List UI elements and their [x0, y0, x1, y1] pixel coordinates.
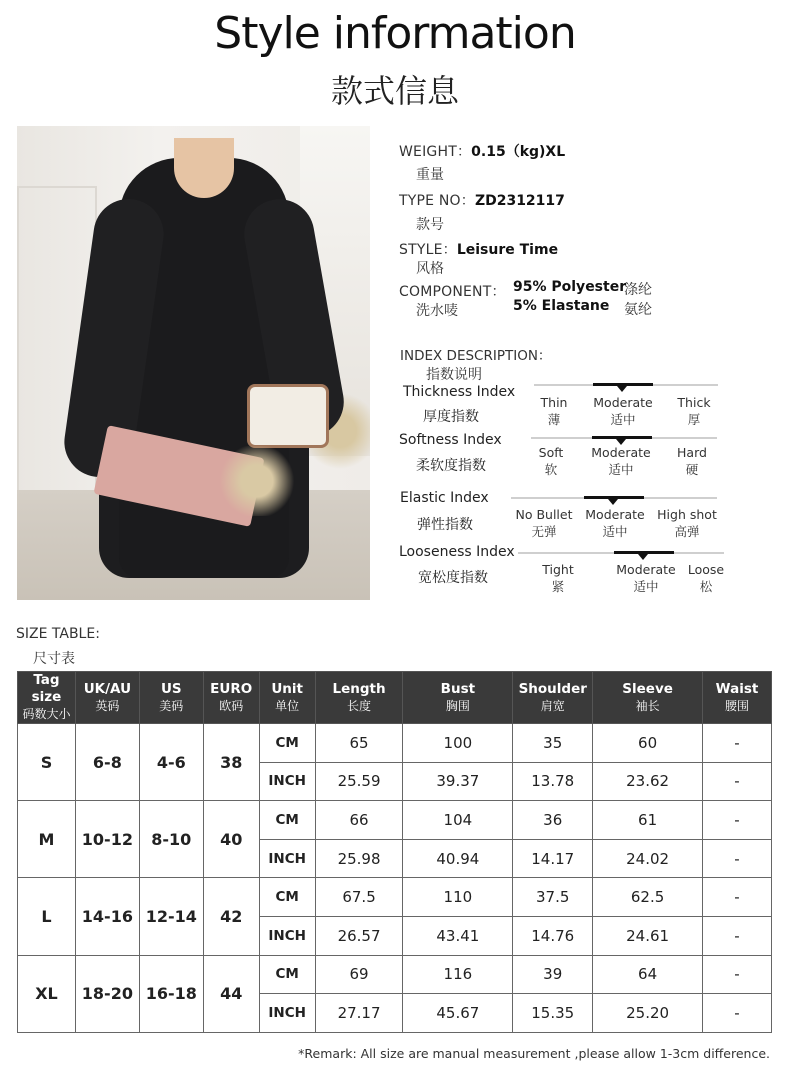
size-table	[17, 671, 772, 1033]
size-tag: XL	[18, 955, 76, 1032]
elastic-opt-3: High shot 高弹	[657, 507, 717, 539]
cell-sleeve: 61	[593, 801, 703, 840]
size-us: 4-6	[139, 724, 203, 801]
cell-bust: 116	[403, 955, 513, 994]
table-row	[18, 724, 772, 763]
header-tag-size: Tag size 码数大小	[18, 672, 76, 724]
header-euro: EURO 欧码	[203, 672, 259, 724]
cell-shoulder: 14.17	[513, 839, 593, 878]
cell-bust: 110	[403, 878, 513, 917]
unit-inch: INCH	[259, 916, 315, 955]
looseness-marker-icon	[638, 554, 648, 560]
cell-bust: 104	[403, 801, 513, 840]
size-euro: 44	[203, 955, 259, 1032]
cell-bust: 43.41	[403, 916, 513, 955]
header-bust: Bust 胸围	[403, 672, 513, 724]
table-row	[18, 955, 772, 994]
softness-opt-2: Moderate 适中	[591, 445, 651, 477]
looseness-opt-3: Loose 松	[687, 562, 725, 594]
product-photo	[17, 126, 370, 600]
size-us: 8-10	[139, 801, 203, 878]
size-euro: 40	[203, 801, 259, 878]
size-tag: S	[18, 724, 76, 801]
index-title: INDEX DESCRIPTION：	[400, 348, 552, 364]
size-euro: 42	[203, 878, 259, 955]
unit-inch: INCH	[259, 994, 315, 1033]
index-title-cn: 指数说明	[426, 367, 482, 383]
size-table-label-cn: 尺寸表	[33, 651, 75, 667]
cell-shoulder: 37.5	[513, 878, 593, 917]
thickness-opt-3: Thick 厚	[677, 395, 711, 427]
softness-index-cn: 柔软度指数	[416, 458, 486, 474]
looseness-index-name: Looseness Index	[399, 544, 515, 560]
style-value: Leisure Time	[456, 242, 559, 258]
weight-value: 0.15（kg)XL	[471, 144, 566, 160]
softness-opt-1: Soft 软	[538, 445, 564, 477]
cell-sleeve: 25.20	[593, 994, 703, 1033]
table-row	[18, 878, 772, 917]
size-uk: 18-20	[75, 955, 139, 1032]
unit-inch: INCH	[259, 839, 315, 878]
size-tag: L	[18, 878, 76, 955]
component-label: COMPONENT：	[399, 284, 506, 300]
unit-cm: CM	[259, 955, 315, 994]
style-cn: 风格	[416, 261, 444, 277]
cell-length: 26.57	[315, 916, 403, 955]
size-euro: 38	[203, 724, 259, 801]
cell-waist: -	[703, 839, 772, 878]
cell-bust: 45.67	[403, 994, 513, 1033]
cell-length: 67.5	[315, 878, 403, 917]
size-table-header	[18, 672, 772, 724]
thickness-opt-1: Thin 薄	[540, 395, 568, 427]
cell-shoulder: 13.78	[513, 762, 593, 801]
weight-label: WEIGHT：	[399, 144, 472, 160]
component-2: 5% Elastane	[513, 298, 610, 314]
unit-cm: CM	[259, 801, 315, 840]
header-length: Length 长度	[315, 672, 403, 724]
elastic-index-name: Elastic Index	[400, 490, 489, 506]
header-us: US 美码	[139, 672, 203, 724]
cell-length: 25.98	[315, 839, 403, 878]
cell-bust: 40.94	[403, 839, 513, 878]
size-tag: M	[18, 801, 76, 878]
cell-length: 66	[315, 801, 403, 840]
table-row	[18, 801, 772, 840]
cell-sleeve: 64	[593, 955, 703, 994]
size-us: 16-18	[139, 955, 203, 1032]
cell-length: 69	[315, 955, 403, 994]
thickness-marker-icon	[617, 386, 627, 392]
cell-sleeve: 23.62	[593, 762, 703, 801]
cell-length: 65	[315, 724, 403, 763]
cell-bust: 39.37	[403, 762, 513, 801]
softness-index-name: Softness Index	[399, 432, 502, 448]
type-label: TYPE NO：	[399, 193, 475, 209]
component-1: 95% Polyester	[513, 279, 627, 295]
cell-shoulder: 35	[513, 724, 593, 763]
unit-inch: INCH	[259, 762, 315, 801]
thickness-index-cn: 厚度指数	[423, 409, 479, 425]
cell-waist: -	[703, 762, 772, 801]
page-title: Style information	[214, 8, 576, 59]
thickness-index-name: Thickness Index	[403, 384, 516, 400]
component-2-cn: 氨纶	[624, 302, 652, 318]
weight-cn: 重量	[416, 167, 444, 183]
size-us: 12-14	[139, 878, 203, 955]
cell-bust: 100	[403, 724, 513, 763]
header-sleeve: Sleeve 袖长	[593, 672, 703, 724]
looseness-index-cn: 宽松度指数	[418, 570, 488, 586]
cell-length: 27.17	[315, 994, 403, 1033]
header-waist: Waist 腰围	[703, 672, 772, 724]
header-shoulder: Shoulder 肩宽	[513, 672, 593, 724]
cell-shoulder: 15.35	[513, 994, 593, 1033]
cell-shoulder: 14.76	[513, 916, 593, 955]
component-cn: 洗水唛	[416, 303, 458, 319]
size-uk: 10-12	[75, 801, 139, 878]
style-label: STYLE：	[399, 242, 457, 258]
cell-waist: -	[703, 916, 772, 955]
cell-waist: -	[703, 801, 772, 840]
type-cn: 款号	[416, 217, 444, 233]
remark-note: *Remark: All size are manual measurement ,please allow 1-3cm difference.	[298, 1046, 770, 1061]
header-uk-au: UK/AU 英码	[75, 672, 139, 724]
component-1-cn: 涤纶	[624, 282, 652, 298]
size-table-label: SIZE TABLE:	[16, 626, 100, 642]
cell-sleeve: 24.02	[593, 839, 703, 878]
cell-sleeve: 62.5	[593, 878, 703, 917]
type-value: ZD2312117	[474, 193, 565, 209]
header-unit: Unit 单位	[259, 672, 315, 724]
cell-waist: -	[703, 878, 772, 917]
cell-waist: -	[703, 955, 772, 994]
unit-cm: CM	[259, 878, 315, 917]
looseness-opt-2: Moderate 适中	[616, 562, 676, 594]
cell-sleeve: 24.61	[593, 916, 703, 955]
cell-waist: -	[703, 994, 772, 1033]
elastic-opt-1: No Bullet 无弹	[515, 507, 573, 539]
cell-waist: -	[703, 724, 772, 763]
elastic-opt-2: Moderate 适中	[585, 507, 645, 539]
size-uk: 6-8	[75, 724, 139, 801]
elastic-index-cn: 弹性指数	[417, 517, 473, 533]
cell-length: 25.59	[315, 762, 403, 801]
page-subtitle: 款式信息	[330, 72, 459, 110]
thickness-opt-2: Moderate 适中	[593, 395, 653, 427]
unit-cm: CM	[259, 724, 315, 763]
cell-shoulder: 36	[513, 801, 593, 840]
cell-shoulder: 39	[513, 955, 593, 994]
size-uk: 14-16	[75, 878, 139, 955]
softness-opt-3: Hard 硬	[677, 445, 707, 477]
elastic-marker-icon	[608, 499, 618, 505]
looseness-opt-1: Tight 紧	[542, 562, 574, 594]
cell-sleeve: 60	[593, 724, 703, 763]
